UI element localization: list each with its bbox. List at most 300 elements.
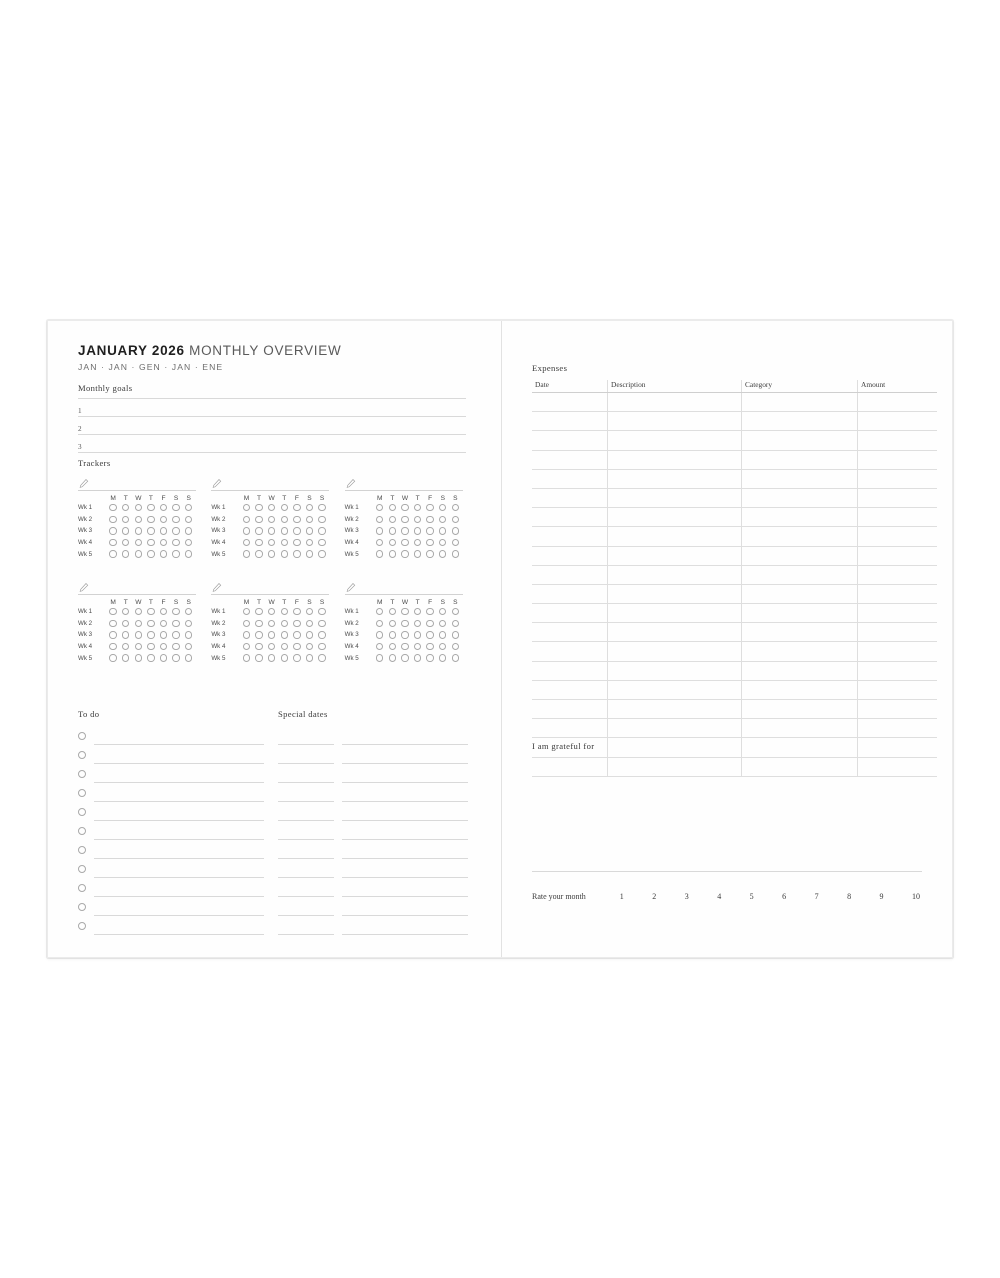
tracker-dot[interactable] <box>306 620 313 627</box>
special-date-description-field[interactable] <box>342 820 468 821</box>
tracker-title-field[interactable] <box>78 580 196 595</box>
tracker-dot-cell[interactable] <box>157 654 170 661</box>
tracker-dot-cell[interactable] <box>424 620 437 627</box>
table-row[interactable] <box>532 508 937 527</box>
tracker-dot[interactable] <box>414 539 421 546</box>
todo-checkbox[interactable] <box>78 903 86 911</box>
tracker-dot[interactable] <box>160 643 167 650</box>
expense-cell-amount[interactable] <box>858 431 938 450</box>
tracker-dot-cell[interactable] <box>399 504 412 511</box>
tracker-dot[interactable] <box>185 527 192 534</box>
expense-cell-description[interactable] <box>608 527 742 546</box>
expense-cell-amount[interactable] <box>858 623 938 642</box>
tracker-dot[interactable] <box>109 631 116 638</box>
tracker-dot-cell[interactable] <box>291 620 304 627</box>
tracker-dot[interactable] <box>389 516 396 523</box>
tracker-dot[interactable] <box>306 643 313 650</box>
tracker-dot[interactable] <box>135 608 142 615</box>
tracker-dot[interactable] <box>426 620 433 627</box>
tracker-dot-cell[interactable] <box>107 539 120 546</box>
tracker-title-field[interactable] <box>345 580 463 595</box>
tracker-dot-cell[interactable] <box>107 654 120 661</box>
tracker-dot[interactable] <box>147 608 154 615</box>
tracker-dot[interactable] <box>122 539 129 546</box>
tracker-dot-cell[interactable] <box>278 550 291 557</box>
tracker-dot-cell[interactable] <box>132 654 145 661</box>
tracker-dot-cell[interactable] <box>291 527 304 534</box>
tracker-dot[interactable] <box>376 539 383 546</box>
tracker-dot[interactable] <box>376 643 383 650</box>
tracker-dot[interactable] <box>439 527 446 534</box>
tracker-dot-cell[interactable] <box>316 608 329 615</box>
tracker-dot-cell[interactable] <box>374 608 387 615</box>
expense-cell-description[interactable] <box>608 623 742 642</box>
special-date-row[interactable] <box>278 784 468 803</box>
expense-cell-date[interactable] <box>532 508 608 527</box>
rate-value[interactable]: 1 <box>619 892 624 901</box>
tracker-dot[interactable] <box>147 527 154 534</box>
tracker-dot[interactable] <box>255 527 262 534</box>
tracker-dot[interactable] <box>389 654 396 661</box>
tracker-dot-cell[interactable] <box>386 643 399 650</box>
todo-write-line[interactable] <box>94 934 264 935</box>
tracker-dot-cell[interactable] <box>132 550 145 557</box>
tracker-dot[interactable] <box>389 620 396 627</box>
expense-cell-amount[interactable] <box>858 584 938 603</box>
todo-row[interactable] <box>78 879 264 898</box>
tracker-dot[interactable] <box>122 643 129 650</box>
todo-row[interactable] <box>78 765 264 784</box>
expense-cell-amount[interactable] <box>858 700 938 719</box>
tracker-dot[interactable] <box>376 527 383 534</box>
tracker-dot[interactable] <box>281 654 288 661</box>
tracker-dot[interactable] <box>185 516 192 523</box>
tracker-dot-cell[interactable] <box>253 516 266 523</box>
todo-row[interactable] <box>78 860 264 879</box>
tracker-dot[interactable] <box>172 550 179 557</box>
tracker-dot-cell[interactable] <box>436 539 449 546</box>
tracker-dot-cell[interactable] <box>399 527 412 534</box>
tracker-dot-cell[interactable] <box>253 527 266 534</box>
tracker-dot[interactable] <box>318 608 325 615</box>
tracker-dot[interactable] <box>426 608 433 615</box>
rate-value[interactable]: 2 <box>652 892 657 901</box>
tracker-dot[interactable] <box>414 527 421 534</box>
tracker-dot-cell[interactable] <box>119 550 132 557</box>
tracker-dot-cell[interactable] <box>119 539 132 546</box>
todo-checkbox[interactable] <box>78 770 86 778</box>
todo-write-line[interactable] <box>94 744 264 745</box>
special-date-row[interactable] <box>278 898 468 917</box>
tracker-dot[interactable] <box>426 643 433 650</box>
expense-cell-category[interactable] <box>742 546 858 565</box>
tracker-dot-cell[interactable] <box>386 527 399 534</box>
tracker-dot-cell[interactable] <box>145 539 158 546</box>
expense-cell-date[interactable] <box>532 412 608 431</box>
tracker-dot[interactable] <box>401 504 408 511</box>
tracker-dot-cell[interactable] <box>119 654 132 661</box>
todo-checkbox[interactable] <box>78 884 86 892</box>
tracker-dot-cell[interactable] <box>182 643 195 650</box>
tracker-dot-cell[interactable] <box>291 654 304 661</box>
tracker-dot[interactable] <box>268 539 275 546</box>
tracker-dot[interactable] <box>255 643 262 650</box>
expense-cell-description[interactable] <box>608 393 742 412</box>
table-row[interactable] <box>532 527 937 546</box>
tracker-dot-cell[interactable] <box>303 654 316 661</box>
tracker-dot-cell[interactable] <box>265 539 278 546</box>
table-row[interactable] <box>532 661 937 680</box>
tracker-dot-cell[interactable] <box>253 550 266 557</box>
expense-cell-description[interactable] <box>608 412 742 431</box>
tracker-dot[interactable] <box>243 527 250 534</box>
tracker-dot-cell[interactable] <box>265 550 278 557</box>
expense-cell-category[interactable] <box>742 393 858 412</box>
tracker-dot[interactable] <box>439 608 446 615</box>
todo-checkbox[interactable] <box>78 846 86 854</box>
tracker-dot[interactable] <box>281 631 288 638</box>
tracker-dot[interactable] <box>122 550 129 557</box>
tracker-dot[interactable] <box>147 620 154 627</box>
tracker-dot[interactable] <box>172 504 179 511</box>
table-row[interactable] <box>532 700 937 719</box>
tracker-dot-cell[interactable] <box>374 643 387 650</box>
tracker-dot[interactable] <box>109 539 116 546</box>
tracker-dot-cell[interactable] <box>449 631 462 638</box>
tracker-dot-cell[interactable] <box>170 539 183 546</box>
tracker-dot[interactable] <box>160 539 167 546</box>
tracker-dot-cell[interactable] <box>424 654 437 661</box>
tracker-dot[interactable] <box>318 620 325 627</box>
expense-cell-description[interactable] <box>608 565 742 584</box>
expense-cell-category[interactable] <box>742 527 858 546</box>
tracker-dot-cell[interactable] <box>411 527 424 534</box>
todo-write-line[interactable] <box>94 839 264 840</box>
tracker-dot[interactable] <box>147 631 154 638</box>
tracker-dot[interactable] <box>389 550 396 557</box>
tracker-dot-cell[interactable] <box>240 620 253 627</box>
tracker-dot-cell[interactable] <box>265 654 278 661</box>
todo-checkbox[interactable] <box>78 808 86 816</box>
tracker-dot[interactable] <box>452 620 459 627</box>
tracker-dot-cell[interactable] <box>386 654 399 661</box>
tracker-dot[interactable] <box>243 539 250 546</box>
tracker-dot[interactable] <box>122 608 129 615</box>
tracker-dot[interactable] <box>147 654 154 661</box>
todo-row[interactable] <box>78 898 264 917</box>
tracker-dot-cell[interactable] <box>182 654 195 661</box>
table-row[interactable] <box>532 469 937 488</box>
tracker-dot-cell[interactable] <box>303 516 316 523</box>
expense-cell-category[interactable] <box>742 661 858 680</box>
tracker-dot-cell[interactable] <box>157 539 170 546</box>
tracker-dot[interactable] <box>109 527 116 534</box>
expense-cell-description[interactable] <box>608 508 742 527</box>
tracker-dot[interactable] <box>414 516 421 523</box>
tracker-dot-cell[interactable] <box>316 539 329 546</box>
tracker-dot-cell[interactable] <box>170 550 183 557</box>
todo-checkbox[interactable] <box>78 922 86 930</box>
tracker-dot-cell[interactable] <box>386 631 399 638</box>
tracker-dot[interactable] <box>172 631 179 638</box>
expense-cell-category[interactable] <box>742 450 858 469</box>
tracker-dot[interactable] <box>401 539 408 546</box>
expense-cell-category[interactable] <box>742 565 858 584</box>
tracker-dot[interactable] <box>293 516 300 523</box>
tracker-dot[interactable] <box>122 620 129 627</box>
special-date-field[interactable] <box>278 820 334 821</box>
expense-cell-amount[interactable] <box>858 661 938 680</box>
tracker-dot-cell[interactable] <box>107 631 120 638</box>
tracker-dot-cell[interactable] <box>170 504 183 511</box>
todo-write-line[interactable] <box>94 763 264 764</box>
table-row[interactable] <box>532 680 937 699</box>
tracker-dot[interactable] <box>401 643 408 650</box>
tracker-dot[interactable] <box>160 620 167 627</box>
todo-row[interactable] <box>78 727 264 746</box>
tracker-dot[interactable] <box>255 504 262 511</box>
tracker-dot[interactable] <box>376 516 383 523</box>
tracker-dot[interactable] <box>414 631 421 638</box>
tracker-dot-cell[interactable] <box>107 608 120 615</box>
tracker-dot-cell[interactable] <box>316 504 329 511</box>
tracker-dot-cell[interactable] <box>182 631 195 638</box>
tracker-dot-cell[interactable] <box>170 608 183 615</box>
tracker-dot[interactable] <box>268 631 275 638</box>
tracker-dot[interactable] <box>293 527 300 534</box>
tracker-dot-cell[interactable] <box>170 654 183 661</box>
special-date-description-field[interactable] <box>342 839 468 840</box>
special-date-field[interactable] <box>278 877 334 878</box>
tracker-dot[interactable] <box>255 654 262 661</box>
tracker-dot-cell[interactable] <box>316 643 329 650</box>
tracker-dot[interactable] <box>243 504 250 511</box>
tracker-dot[interactable] <box>160 608 167 615</box>
tracker-dot[interactable] <box>401 631 408 638</box>
tracker-dot-cell[interactable] <box>316 631 329 638</box>
special-date-field[interactable] <box>278 934 334 935</box>
special-date-field[interactable] <box>278 839 334 840</box>
expense-cell-description[interactable] <box>608 719 742 738</box>
expense-cell-description[interactable] <box>608 450 742 469</box>
tracker-dot-cell[interactable] <box>303 631 316 638</box>
tracker-dot-cell[interactable] <box>303 527 316 534</box>
table-row[interactable] <box>532 546 937 565</box>
tracker-dot-cell[interactable] <box>170 631 183 638</box>
tracker-dot-cell[interactable] <box>411 643 424 650</box>
tracker-dot-cell[interactable] <box>436 516 449 523</box>
tracker-dot-cell[interactable] <box>436 620 449 627</box>
tracker-dot[interactable] <box>281 539 288 546</box>
tracker-dot[interactable] <box>318 643 325 650</box>
special-date-field[interactable] <box>278 896 334 897</box>
expense-cell-amount[interactable] <box>858 546 938 565</box>
tracker-dot[interactable] <box>401 550 408 557</box>
tracker-dot[interactable] <box>243 654 250 661</box>
tracker-dot[interactable] <box>135 504 142 511</box>
expense-cell-amount[interactable] <box>858 450 938 469</box>
tracker-title-field[interactable] <box>78 476 196 491</box>
tracker-dot-cell[interactable] <box>374 504 387 511</box>
expense-cell-date[interactable] <box>532 450 608 469</box>
grateful-writing-area[interactable] <box>532 871 922 872</box>
expense-cell-category[interactable] <box>742 680 858 699</box>
tracker-dot[interactable] <box>414 550 421 557</box>
tracker-dot-cell[interactable] <box>253 620 266 627</box>
special-date-description-field[interactable] <box>342 744 468 745</box>
tracker-dot-cell[interactable] <box>291 516 304 523</box>
tracker-dot-cell[interactable] <box>386 620 399 627</box>
tracker-dot-cell[interactable] <box>119 504 132 511</box>
tracker-dot-cell[interactable] <box>436 631 449 638</box>
todo-checkbox[interactable] <box>78 751 86 759</box>
tracker-dot[interactable] <box>268 643 275 650</box>
tracker-dot-cell[interactable] <box>449 504 462 511</box>
special-date-description-field[interactable] <box>342 877 468 878</box>
tracker-dot-cell[interactable] <box>253 643 266 650</box>
tracker-dot[interactable] <box>293 631 300 638</box>
special-date-field[interactable] <box>278 915 334 916</box>
tracker-dot-cell[interactable] <box>399 654 412 661</box>
special-date-description-field[interactable] <box>342 763 468 764</box>
tracker-dot[interactable] <box>293 539 300 546</box>
tracker-dot-cell[interactable] <box>399 516 412 523</box>
tracker-dot-cell[interactable] <box>182 608 195 615</box>
tracker-dot[interactable] <box>389 631 396 638</box>
expense-cell-date[interactable] <box>532 700 608 719</box>
tracker-dot[interactable] <box>243 608 250 615</box>
tracker-dot-cell[interactable] <box>265 631 278 638</box>
tracker-dot-cell[interactable] <box>374 516 387 523</box>
tracker-dot-cell[interactable] <box>265 608 278 615</box>
tracker-dot-cell[interactable] <box>145 516 158 523</box>
todo-write-line[interactable] <box>94 877 264 878</box>
tracker-dot[interactable] <box>160 504 167 511</box>
rate-value[interactable]: 6 <box>782 892 787 901</box>
tracker-dot-cell[interactable] <box>386 516 399 523</box>
tracker-dot-cell[interactable] <box>145 631 158 638</box>
todo-write-line[interactable] <box>94 858 264 859</box>
tracker-dot[interactable] <box>172 654 179 661</box>
tracker-dot[interactable] <box>243 550 250 557</box>
tracker-dot[interactable] <box>147 643 154 650</box>
tracker-dot-cell[interactable] <box>399 643 412 650</box>
tracker-dot-cell[interactable] <box>278 631 291 638</box>
tracker-dot-cell[interactable] <box>119 608 132 615</box>
tracker-dot-cell[interactable] <box>265 620 278 627</box>
expense-cell-date[interactable] <box>532 604 608 623</box>
tracker-dot[interactable] <box>439 643 446 650</box>
expense-cell-amount[interactable] <box>858 393 938 412</box>
tracker-dot[interactable] <box>160 654 167 661</box>
expense-cell-description[interactable] <box>608 642 742 661</box>
tracker-dot[interactable] <box>243 516 250 523</box>
tracker-dot[interactable] <box>414 608 421 615</box>
tracker-dot-cell[interactable] <box>449 620 462 627</box>
tracker-dot-cell[interactable] <box>107 504 120 511</box>
tracker-dot-cell[interactable] <box>449 516 462 523</box>
tracker-dot[interactable] <box>389 527 396 534</box>
special-date-field[interactable] <box>278 763 334 764</box>
tracker-dot[interactable] <box>439 516 446 523</box>
tracker-dot[interactable] <box>185 620 192 627</box>
tracker-dot[interactable] <box>172 516 179 523</box>
tracker-dot-cell[interactable] <box>170 643 183 650</box>
tracker-dot[interactable] <box>172 620 179 627</box>
tracker-dot[interactable] <box>293 643 300 650</box>
expense-cell-description[interactable] <box>608 431 742 450</box>
tracker-dot[interactable] <box>281 620 288 627</box>
tracker-dot[interactable] <box>389 643 396 650</box>
expense-cell-amount[interactable] <box>858 488 938 507</box>
tracker-dot[interactable] <box>268 504 275 511</box>
tracker-dot-cell[interactable] <box>316 550 329 557</box>
todo-row[interactable] <box>78 746 264 765</box>
tracker-dot-cell[interactable] <box>278 643 291 650</box>
tracker-dot-cell[interactable] <box>119 527 132 534</box>
tracker-dot[interactable] <box>439 550 446 557</box>
tracker-dot[interactable] <box>160 550 167 557</box>
tracker-dot-cell[interactable] <box>240 643 253 650</box>
expense-cell-amount[interactable] <box>858 565 938 584</box>
tracker-dot[interactable] <box>109 654 116 661</box>
expense-cell-category[interactable] <box>742 623 858 642</box>
tracker-dot-cell[interactable] <box>411 550 424 557</box>
special-date-row[interactable] <box>278 746 468 765</box>
tracker-dot-cell[interactable] <box>424 631 437 638</box>
table-row[interactable] <box>532 488 937 507</box>
tracker-dot-cell[interactable] <box>424 608 437 615</box>
tracker-dot-cell[interactable] <box>374 631 387 638</box>
tracker-dot[interactable] <box>268 516 275 523</box>
goal-row[interactable] <box>78 435 466 453</box>
expense-cell-amount[interactable] <box>858 527 938 546</box>
rate-value[interactable]: 7 <box>814 892 819 901</box>
tracker-dot-cell[interactable] <box>411 608 424 615</box>
tracker-dot[interactable] <box>243 643 250 650</box>
special-date-row[interactable] <box>278 803 468 822</box>
special-date-row[interactable] <box>278 879 468 898</box>
tracker-dot[interactable] <box>122 504 129 511</box>
tracker-dot[interactable] <box>389 504 396 511</box>
table-row[interactable] <box>532 450 937 469</box>
tracker-dot-cell[interactable] <box>253 654 266 661</box>
tracker-dot[interactable] <box>376 631 383 638</box>
tracker-dot[interactable] <box>318 631 325 638</box>
tracker-dot[interactable] <box>281 643 288 650</box>
tracker-dot[interactable] <box>426 631 433 638</box>
tracker-dot[interactable] <box>281 504 288 511</box>
tracker-dot[interactable] <box>376 620 383 627</box>
special-date-description-field[interactable] <box>342 782 468 783</box>
tracker-dot[interactable] <box>255 539 262 546</box>
tracker-dot-cell[interactable] <box>399 620 412 627</box>
tracker-dot-cell[interactable] <box>424 504 437 511</box>
tracker-dot-cell[interactable] <box>291 631 304 638</box>
tracker-dot-cell[interactable] <box>291 608 304 615</box>
tracker-dot[interactable] <box>426 516 433 523</box>
tracker-dot[interactable] <box>306 550 313 557</box>
tracker-dot-cell[interactable] <box>278 608 291 615</box>
expense-cell-category[interactable] <box>742 412 858 431</box>
tracker-dot-cell[interactable] <box>253 504 266 511</box>
todo-row[interactable] <box>78 784 264 803</box>
expense-cell-amount[interactable] <box>858 508 938 527</box>
tracker-dot[interactable] <box>306 631 313 638</box>
tracker-dot-cell[interactable] <box>374 550 387 557</box>
special-date-description-field[interactable] <box>342 934 468 935</box>
expense-cell-description[interactable] <box>608 584 742 603</box>
